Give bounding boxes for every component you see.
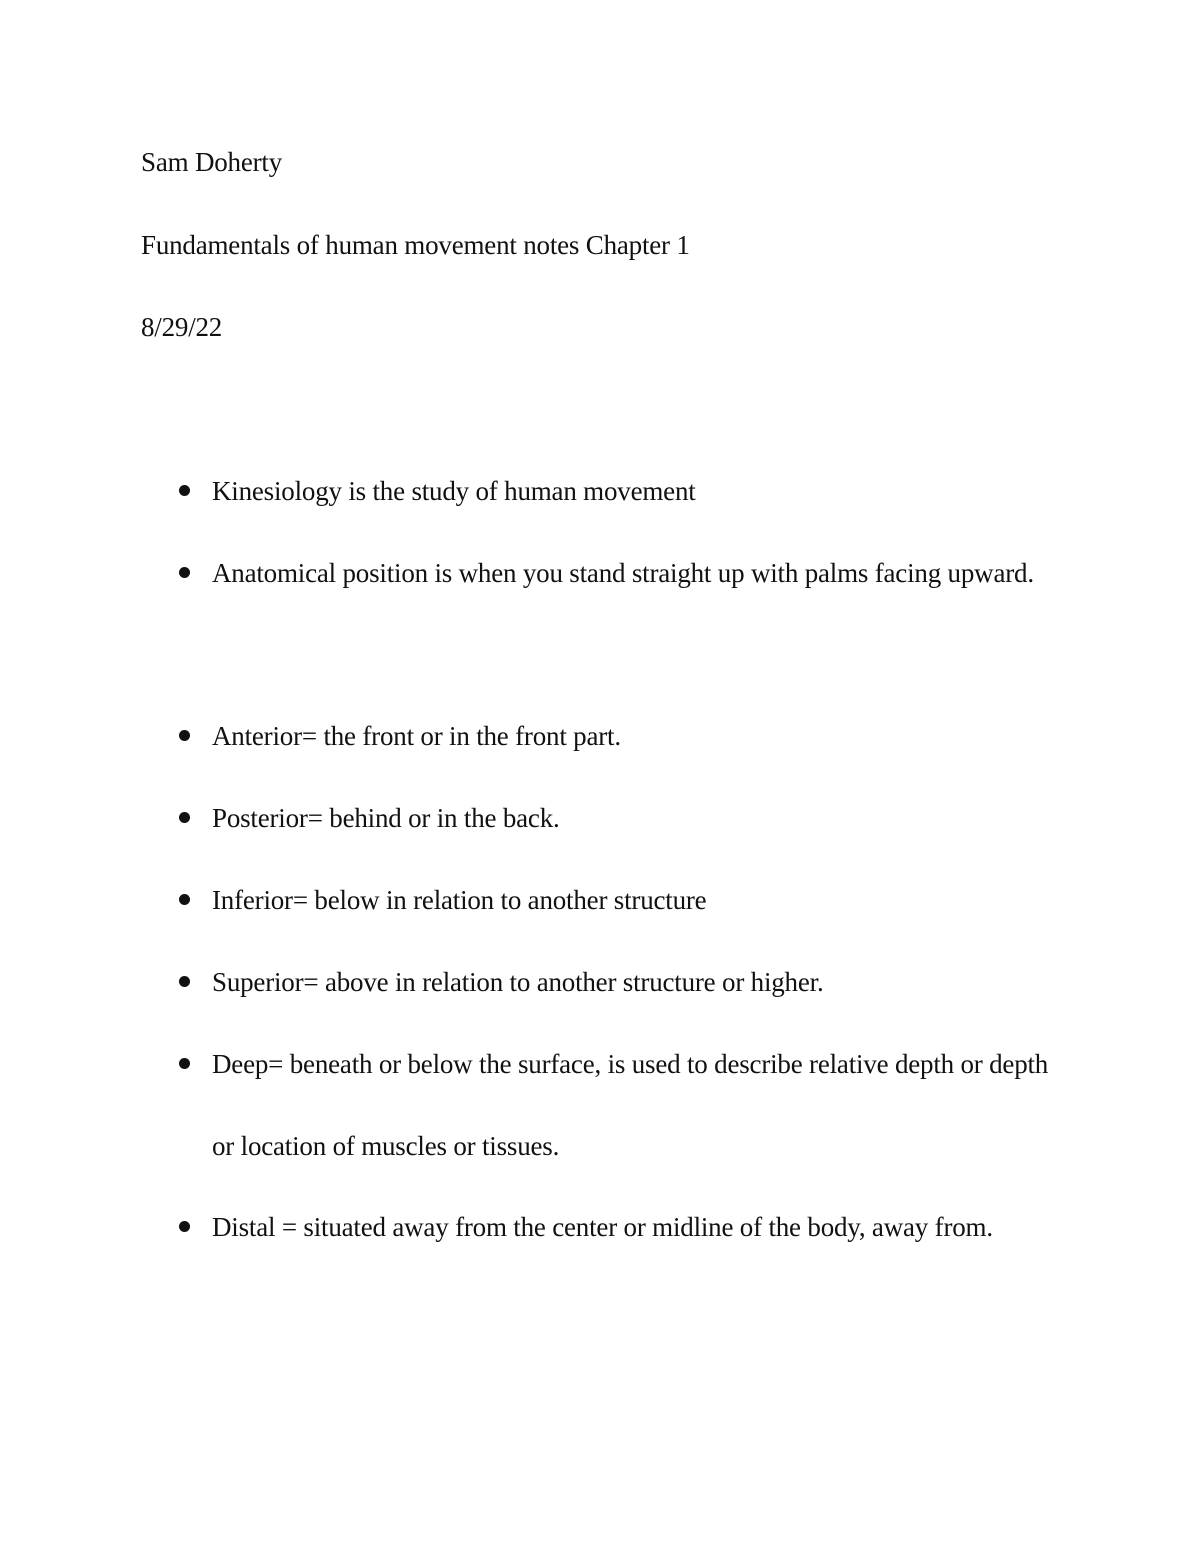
bullet-icon [179,1221,190,1232]
list-item [212,777,1072,859]
note-text: Anatomical position is when you stand straight up with palms facing upward. [212,558,1034,588]
note-text: Distal = situated away from the center or midline of the body, away from. [212,1212,993,1242]
author-name: Sam Doherty [141,147,283,177]
list-item [212,1186,1072,1268]
note-text: Inferior= below in relation to another structure [212,885,707,915]
document-title: Fundamentals of human movement notes Chapter 1 [141,230,690,260]
list-item [212,450,1072,532]
bullet-icon [179,485,190,496]
note-text: Posterior= behind or in the back. [212,803,560,833]
bullet-icon [179,976,190,987]
bullet-icon [179,812,190,823]
document-date: 8/29/22 [141,312,223,342]
list-item [212,532,1072,614]
note-text: Anterior= the front or in the front part. [212,721,621,751]
list-item [212,859,1072,941]
note-text: Deep= beneath or below the surface, is used to describe relative depth or depth or location of muscles or tissues. [212,1049,1049,1161]
list-item [212,1023,1072,1187]
bullet-icon [179,567,190,578]
bullet-icon [179,894,190,905]
bullet-icon [179,1058,190,1069]
note-text: Kinesiology is the study of human movement [212,476,696,506]
list-item [212,941,1072,1023]
bullet-icon [179,730,190,741]
note-text: Superior= above in relation to another structure or higher. [212,967,824,997]
list-item [212,695,1072,777]
